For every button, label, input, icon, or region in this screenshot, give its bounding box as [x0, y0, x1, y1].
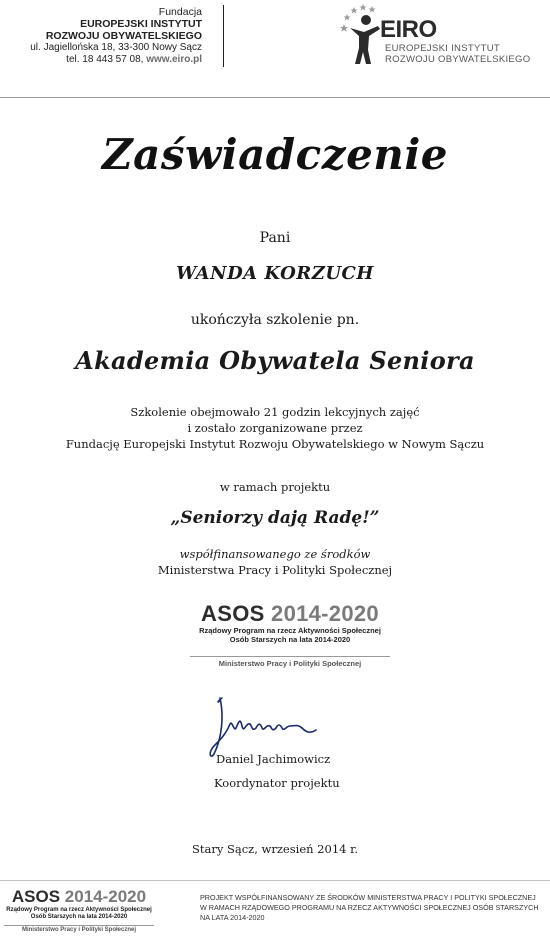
footer-rule — [0, 880, 550, 881]
asos-footer-years: 2014-2020 — [64, 887, 147, 906]
asos-years: 2014-2020 — [271, 601, 379, 626]
description-line-2: i zostało zorganizowane przez — [187, 421, 363, 435]
in-project-text: w ramach projektu — [219, 480, 331, 494]
eiro-logo-word: EIRO — [380, 16, 437, 43]
asos-ministry: Ministerstwo Pracy i Polityki Społecznej — [190, 656, 390, 668]
asos-footer-line-1: Rządowy Program na rzecz Aktywności Społecznej — [6, 907, 152, 913]
asos-line-2: Osób Starszych na lata 2014-2020 — [229, 634, 351, 644]
description-line-1: Szkolenie obejmowało 21 godzin lekcyjnych zajęć — [130, 405, 420, 419]
footer-note — [200, 893, 550, 923]
asos-logo — [190, 601, 390, 668]
course-description — [0, 404, 550, 452]
asos-name: ASOS — [201, 601, 265, 626]
footer-note-line-3: NA LATA 2014-2020 — [200, 913, 265, 922]
org-phone-web — [30, 54, 202, 66]
asos-footer-line-2: Osób Starszych na lata 2014-2020 — [30, 914, 128, 920]
header-divider — [223, 5, 224, 67]
eiro-logo — [338, 2, 538, 68]
description-line-3: Fundację Europejski Instytut Rozwoju Obywatelskiego w Nowym Sączu — [65, 437, 485, 451]
project-name: „Seniorzy dają Radę!” — [170, 508, 380, 528]
eiro-logo-sub-line-2: ROZWOJU OBYWATELSKIEGO — [385, 53, 531, 65]
salutation: Pani — [259, 230, 291, 246]
org-website: www.eiro.pl — [146, 54, 202, 65]
org-phone: tel. 18 443 57 08, — [66, 54, 144, 65]
footer-note-line-1: PROJEKT WSPÓŁFINANSOWANY ZE ŚRODKÓW MINISTERSTWA PRACY I POLITYKI SPOŁECZNEJ — [200, 893, 536, 902]
asos-footer-title — [4, 887, 154, 907]
org-line-1: Fundacja — [158, 6, 202, 18]
place-date: Stary Sącz, wrzesień 2014 r. — [191, 842, 358, 856]
cofinanced-block — [0, 546, 550, 578]
org-line-2: EUROPEJSKI INSTYTUT — [80, 18, 202, 30]
eiro-logo-subtitle — [385, 44, 530, 65]
completed-text: ukończyła szkolenie pn. — [190, 312, 360, 328]
header-rule — [0, 97, 550, 98]
asos-logo-title — [190, 601, 390, 627]
signatory-name: Daniel Jachimowicz — [216, 752, 331, 766]
eiro-figure-stars-icon — [338, 2, 386, 68]
asos-footer-logo — [4, 887, 154, 933]
recipient-name: WANDA KORZUCH — [176, 263, 374, 284]
asos-logo-subtitle — [190, 627, 390, 644]
course-name: Akademia Obywatela Seniora — [75, 346, 475, 375]
asos-line-1: Rządowy Program na rzecz Aktywności Społecznej — [199, 626, 381, 635]
asos-footer-subtitle — [4, 907, 154, 921]
org-address: ul. Jagiellońska 18, 33-300 Nowy Sącz — [30, 42, 202, 53]
asos-footer-name: ASOS — [11, 887, 61, 906]
cofinanced-line-2: Ministerstwa Pracy i Polityki Społecznej — [157, 563, 393, 577]
footer-note-line-2: W RAMACH RZĄDOWEGO PROGRAMU NA RZECZ AKTYWNOŚCI SPOŁECZNEJ OSÓB STARSZYCH — [200, 903, 539, 912]
eiro-logo-sub-line-1: EUROPEJSKI INSTYTUT — [385, 43, 500, 54]
org-line-3: ROZWOJU OBYWATELSKIEGO — [45, 30, 202, 42]
cofinanced-line-1: współfinansowanego ze środków — [179, 547, 371, 561]
asos-footer-ministry: Ministerstwo Pracy i Polityki Społecznej — [4, 925, 154, 933]
signatory-role: Koordynator projektu — [214, 776, 340, 790]
certificate-title: Zaświadczenie — [101, 130, 449, 179]
organization-contact-block — [30, 6, 202, 66]
